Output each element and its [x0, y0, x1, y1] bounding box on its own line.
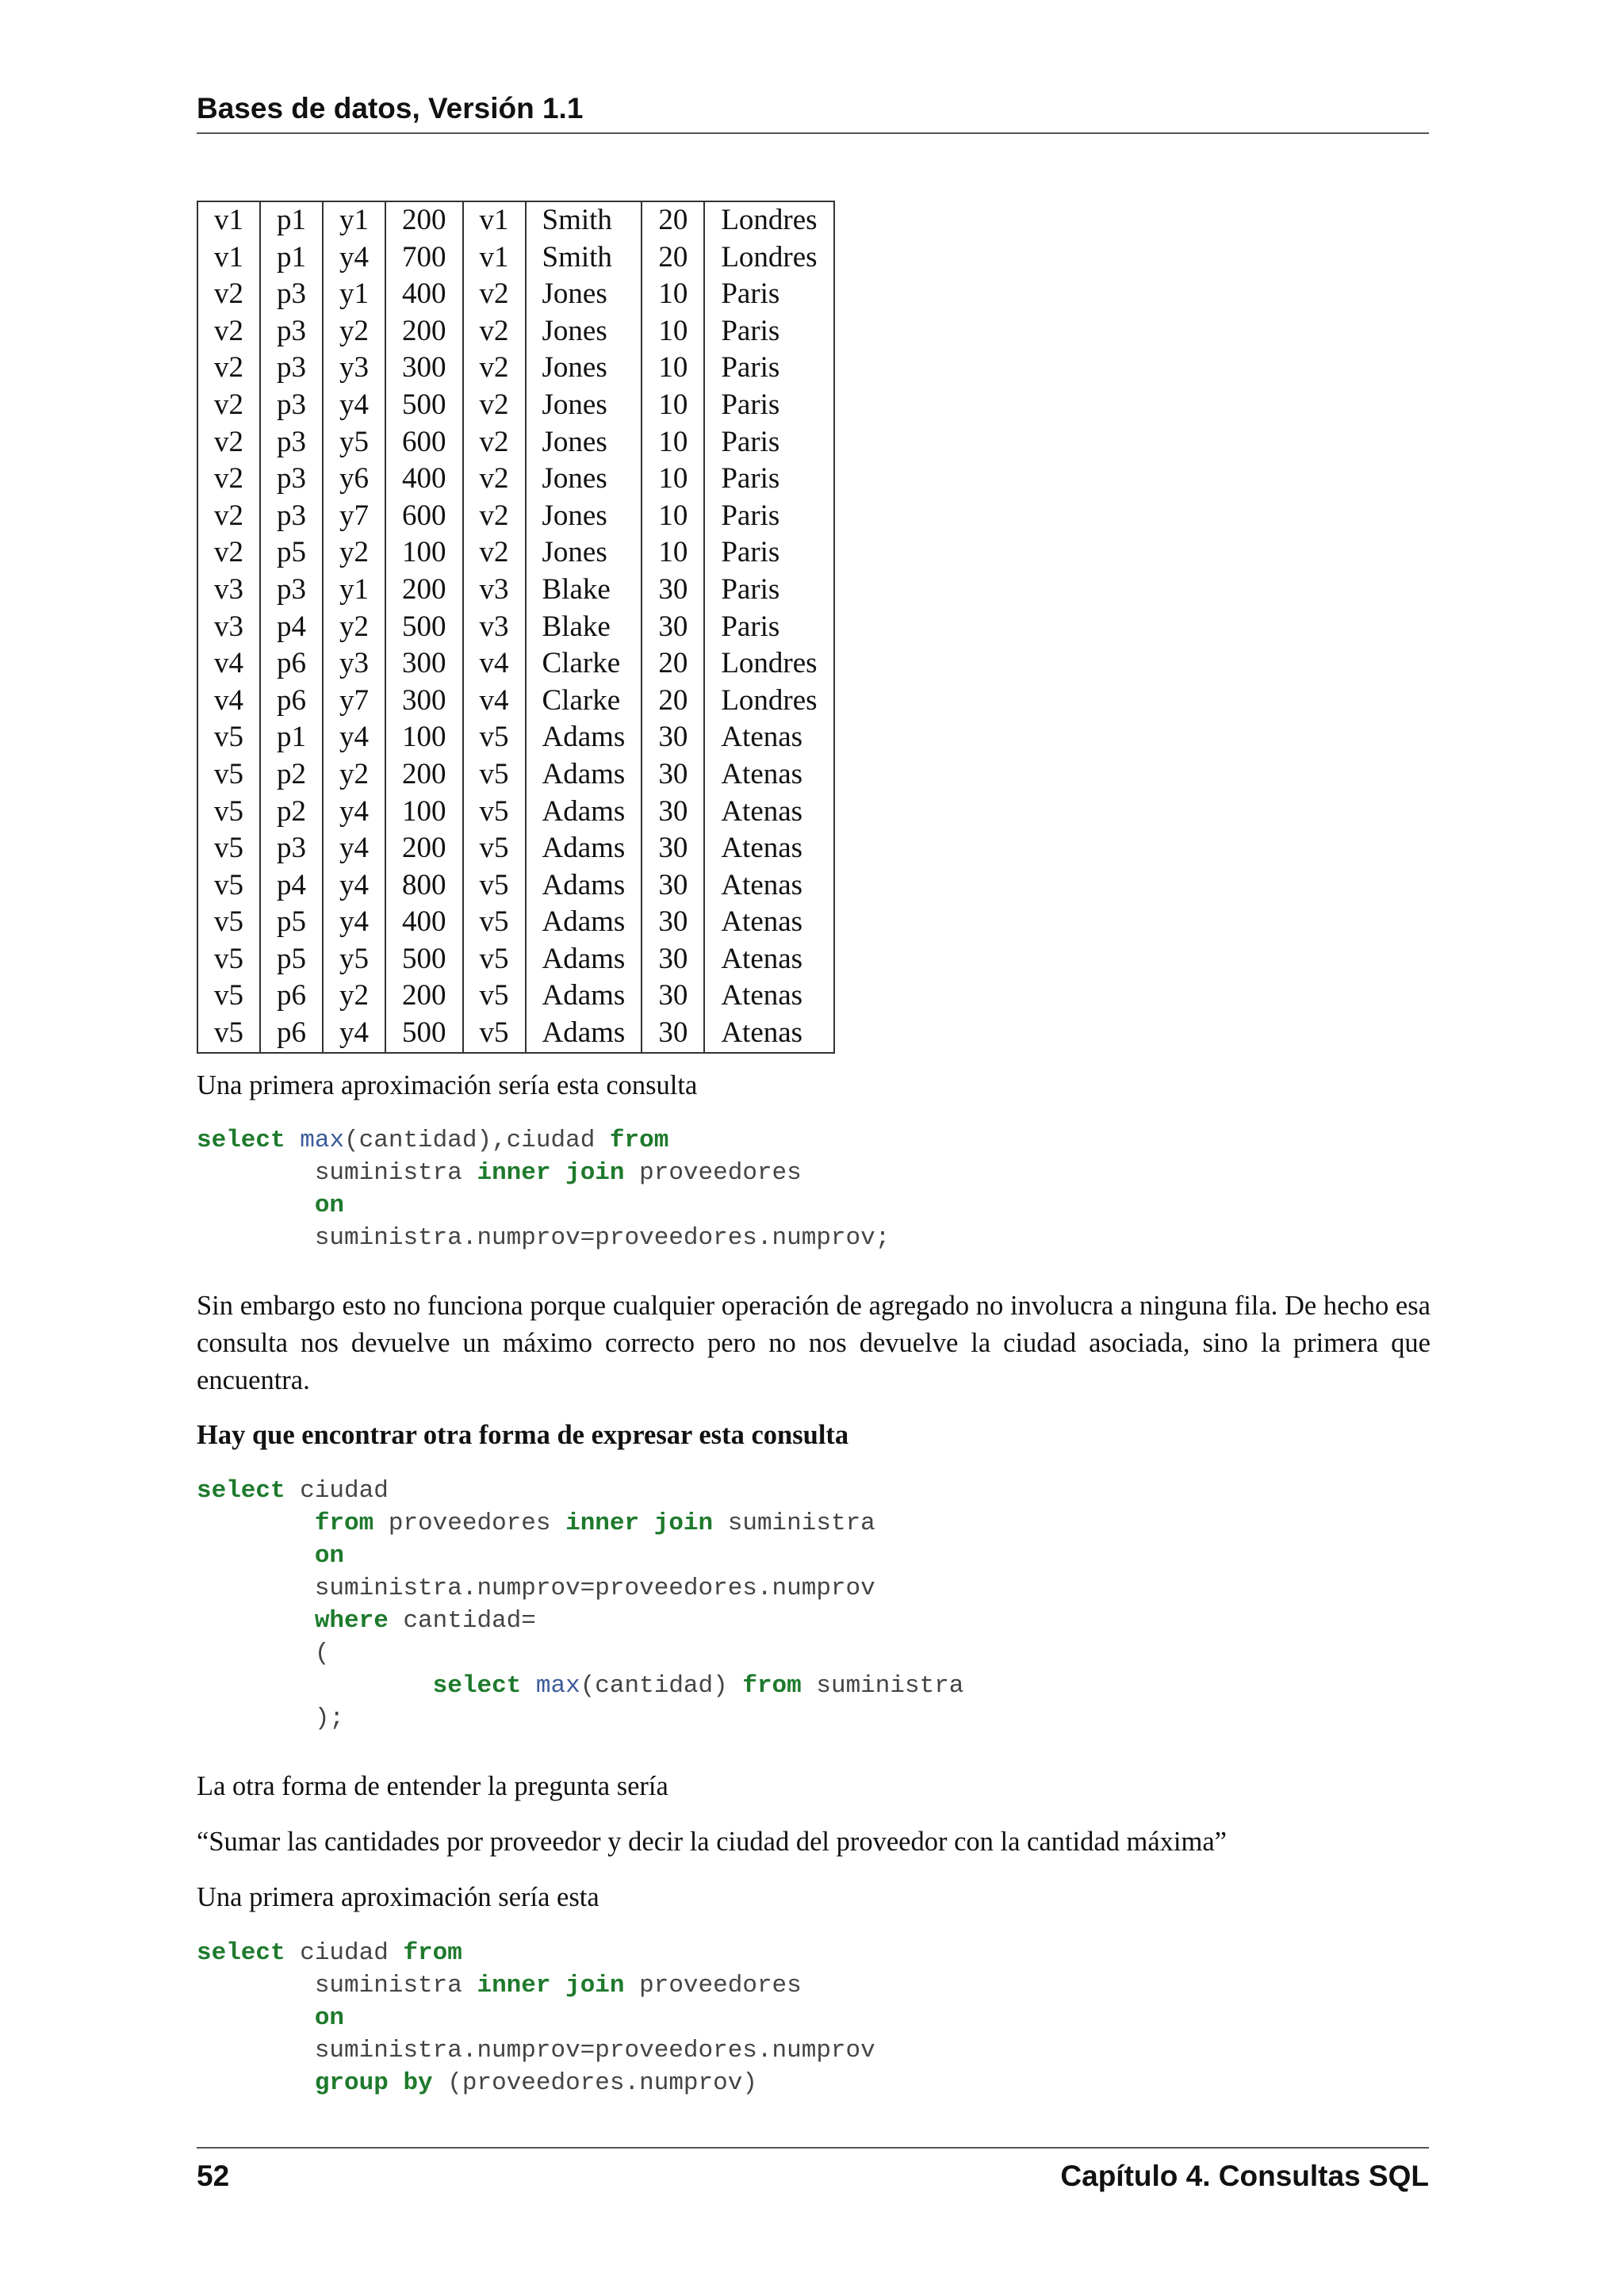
code-line: [197, 1640, 329, 1667]
table-cell: Atenas: [704, 904, 833, 941]
table-cell: Atenas: [704, 1015, 833, 1053]
code-text: [197, 1192, 315, 1219]
code-keyword: select: [197, 1939, 285, 1967]
table-cell: v5: [197, 904, 260, 941]
table-cell: y4: [323, 1015, 385, 1053]
table-cell: Atenas: [704, 794, 833, 831]
table-cell: Blake: [526, 609, 642, 646]
code-text: [197, 1542, 315, 1570]
table-cell: y2: [323, 978, 385, 1015]
table-cell: 10: [642, 424, 704, 461]
table-cell: v1: [197, 239, 260, 277]
table-cell: v5: [463, 867, 526, 905]
header-rule: [197, 132, 1429, 134]
code-text: [197, 1510, 315, 1537]
table-row: [197, 683, 834, 720]
table-cell: v4: [463, 683, 526, 720]
code-text: ciudad: [285, 1477, 389, 1505]
table-cell: 10: [642, 534, 704, 572]
table-cell: Jones: [526, 534, 642, 572]
table-cell: v5: [463, 756, 526, 794]
code-text: (cantidad),ciudad: [344, 1127, 610, 1154]
table-cell: y7: [323, 498, 385, 535]
paragraph-quote: “Sumar las cantidades por proveedor y decir la ciudad del proveedor con la cantidad máxima”: [197, 1827, 1227, 1857]
code-text: [197, 1607, 315, 1635]
code-keyword: where: [314, 1607, 389, 1635]
code-block-2: [197, 1475, 963, 1735]
table-cell: p6: [260, 1015, 323, 1053]
table-cell: v2: [197, 424, 260, 461]
table-cell: 200: [385, 830, 463, 867]
table-cell: y4: [323, 239, 385, 277]
code-line: [197, 2069, 757, 2097]
table-cell: Jones: [526, 313, 642, 350]
code-function: max: [300, 1127, 345, 1154]
code-text: );: [197, 1705, 345, 1732]
table-cell: v4: [197, 683, 260, 720]
table-cell: 30: [642, 941, 704, 978]
code-text: (: [197, 1640, 330, 1667]
table-cell: y3: [323, 645, 385, 683]
table-row: [197, 201, 834, 239]
table-cell: v2: [463, 424, 526, 461]
table-cell: y6: [323, 461, 385, 498]
table-row: [197, 313, 834, 350]
table-cell: 700: [385, 239, 463, 277]
table-cell: v5: [463, 904, 526, 941]
table-cell: 10: [642, 276, 704, 313]
code-block-3: [197, 1937, 875, 2099]
table-cell: 300: [385, 645, 463, 683]
table-cell: 30: [642, 609, 704, 646]
table-cell: v3: [197, 572, 260, 609]
code-keyword: from: [403, 1939, 462, 1967]
table-cell: p1: [260, 201, 323, 239]
table-row: [197, 867, 834, 905]
table-row: [197, 387, 834, 424]
table-cell: Adams: [526, 1015, 642, 1053]
table-cell: Jones: [526, 461, 642, 498]
table-cell: 400: [385, 461, 463, 498]
table-cell: Atenas: [704, 756, 833, 794]
table-cell: p3: [260, 830, 323, 867]
code-line: [197, 1575, 875, 1602]
table-cell: Clarke: [526, 683, 642, 720]
code-line: [197, 1542, 344, 1570]
table-cell: v3: [463, 609, 526, 646]
table-cell: y1: [323, 201, 385, 239]
table-cell: 100: [385, 719, 463, 756]
code-keyword: join: [653, 1510, 714, 1537]
table-cell: v2: [463, 461, 526, 498]
table-cell: v5: [197, 978, 260, 1015]
table-cell: Smith: [526, 201, 642, 239]
table-cell: p1: [260, 239, 323, 277]
table-cell: 30: [642, 794, 704, 831]
table-cell: y4: [323, 830, 385, 867]
code-text: ciudad: [285, 1939, 404, 1967]
table-cell: v2: [197, 387, 260, 424]
table-cell: Jones: [526, 498, 642, 535]
table-row: [197, 534, 834, 572]
table-cell: 10: [642, 387, 704, 424]
table-cell: 30: [642, 830, 704, 867]
table-cell: Paris: [704, 461, 833, 498]
table-cell: Smith: [526, 239, 642, 277]
table-row: [197, 756, 834, 794]
table-cell: y1: [323, 276, 385, 313]
table-cell: v2: [197, 534, 260, 572]
table-cell: v2: [463, 387, 526, 424]
table-cell: v4: [463, 645, 526, 683]
table-cell: Paris: [704, 350, 833, 387]
table-cell: p3: [260, 387, 323, 424]
code-keyword: from: [742, 1672, 802, 1700]
table-cell: Blake: [526, 572, 642, 609]
table-cell: 500: [385, 1015, 463, 1053]
code-line: [197, 2004, 344, 2032]
table-row: [197, 794, 834, 831]
table-cell: v5: [197, 756, 260, 794]
code-keyword: inner: [565, 1510, 640, 1537]
table-cell: v5: [197, 830, 260, 867]
table-cell: v2: [197, 461, 260, 498]
table-cell: 200: [385, 201, 463, 239]
table-cell: v1: [463, 239, 526, 277]
table-cell: p3: [260, 350, 323, 387]
table-row: [197, 424, 834, 461]
table-cell: p3: [260, 424, 323, 461]
table-cell: Jones: [526, 424, 642, 461]
table-cell: 500: [385, 609, 463, 646]
code-keyword: join: [565, 1972, 625, 1999]
code-text: proveedores: [624, 1972, 802, 1999]
table-cell: 400: [385, 904, 463, 941]
table-cell: v3: [463, 572, 526, 609]
table-cell: y4: [323, 904, 385, 941]
code-text: [639, 1510, 654, 1537]
chapter-title: Capítulo 4. Consultas SQL: [1060, 2160, 1429, 2192]
code-text: [389, 2069, 404, 2097]
code-line: [197, 1672, 963, 1700]
code-keyword: select: [432, 1672, 522, 1700]
table-row: [197, 830, 834, 867]
table-cell: y2: [323, 313, 385, 350]
table-cell: y3: [323, 350, 385, 387]
table-cell: 600: [385, 424, 463, 461]
table-cell: v5: [197, 941, 260, 978]
table-row: [197, 904, 834, 941]
code-text: [197, 1672, 433, 1700]
code-text: [521, 1672, 536, 1700]
running-header-title: Bases de datos, Versión 1.1: [197, 92, 584, 124]
table-cell: Atenas: [704, 719, 833, 756]
code-text: proveedores: [373, 1510, 566, 1537]
table-cell: v2: [463, 498, 526, 535]
table-cell: 30: [642, 756, 704, 794]
table-cell: Adams: [526, 941, 642, 978]
code-line: [197, 1224, 890, 1252]
code-text: [197, 2069, 315, 2097]
table-cell: Paris: [704, 387, 833, 424]
table-cell: Adams: [526, 830, 642, 867]
code-keyword: on: [314, 2004, 345, 2032]
table-cell: 10: [642, 350, 704, 387]
table-cell: 30: [642, 572, 704, 609]
table-cell: y4: [323, 794, 385, 831]
code-keyword: from: [609, 1127, 669, 1154]
table-cell: y2: [323, 609, 385, 646]
code-keyword: inner: [477, 1159, 551, 1187]
table-cell: Atenas: [704, 941, 833, 978]
table-cell: p3: [260, 313, 323, 350]
table-cell: y1: [323, 572, 385, 609]
code-text: suministra.numprov=proveedores.numprov;: [197, 1224, 891, 1252]
table-cell: y4: [323, 867, 385, 905]
table-cell: 20: [642, 683, 704, 720]
table-cell: Paris: [704, 276, 833, 313]
code-line: [197, 1192, 344, 1219]
paragraph-alternative: La otra forma de entender la pregunta sería: [197, 1771, 668, 1801]
table-cell: v2: [197, 498, 260, 535]
table-cell: 500: [385, 387, 463, 424]
code-text: [197, 2004, 315, 2032]
table-cell: Londres: [704, 683, 833, 720]
table-row: [197, 350, 834, 387]
table-cell: p2: [260, 756, 323, 794]
table-cell: p5: [260, 534, 323, 572]
table-cell: Atenas: [704, 867, 833, 905]
code-text: suministra: [713, 1510, 875, 1537]
table-cell: v5: [197, 719, 260, 756]
table-row: [197, 572, 834, 609]
table-row: [197, 498, 834, 535]
table-cell: 30: [642, 978, 704, 1015]
table-cell: p5: [260, 941, 323, 978]
code-line: [197, 1127, 668, 1154]
table-cell: v2: [463, 534, 526, 572]
table-cell: Atenas: [704, 978, 833, 1015]
code-line: [197, 1607, 536, 1635]
data-table: [197, 201, 835, 1054]
table-cell: 200: [385, 756, 463, 794]
table-cell: y4: [323, 719, 385, 756]
code-text: suministra: [197, 1159, 477, 1187]
table-cell: v5: [463, 1015, 526, 1053]
table-cell: p6: [260, 978, 323, 1015]
table-cell: v5: [197, 1015, 260, 1053]
table-cell: Adams: [526, 867, 642, 905]
table-cell: Londres: [704, 239, 833, 277]
table-cell: Atenas: [704, 830, 833, 867]
table-cell: Jones: [526, 387, 642, 424]
table-cell: 20: [642, 201, 704, 239]
table-cell: p2: [260, 794, 323, 831]
table-cell: 10: [642, 313, 704, 350]
paragraph-bold-note: Hay que encontrar otra forma de expresar esta consulta: [197, 1420, 849, 1450]
code-function: max: [535, 1672, 580, 1700]
table-row: [197, 461, 834, 498]
footer-rule: [197, 2147, 1429, 2149]
table-cell: 30: [642, 867, 704, 905]
table-cell: v3: [197, 609, 260, 646]
table-cell: v5: [197, 867, 260, 905]
code-line: [197, 1477, 389, 1505]
table-cell: y5: [323, 941, 385, 978]
table-cell: v4: [197, 645, 260, 683]
table-cell: Jones: [526, 276, 642, 313]
table-cell: Londres: [704, 201, 833, 239]
table-cell: y2: [323, 534, 385, 572]
table-cell: 30: [642, 904, 704, 941]
code-text: [550, 1159, 565, 1187]
table-cell: v1: [463, 201, 526, 239]
table-cell: Clarke: [526, 645, 642, 683]
code-keyword: by: [403, 2069, 433, 2097]
table-cell: Adams: [526, 756, 642, 794]
table-cell: 300: [385, 683, 463, 720]
code-text: suministra.numprov=proveedores.numprov: [197, 2037, 875, 2064]
table-cell: 400: [385, 276, 463, 313]
table-cell: 200: [385, 978, 463, 1015]
table-cell: v5: [463, 830, 526, 867]
table-cell: 500: [385, 941, 463, 978]
code-keyword: join: [565, 1159, 625, 1187]
table-cell: 600: [385, 498, 463, 535]
table-cell: Paris: [704, 572, 833, 609]
table-cell: Paris: [704, 313, 833, 350]
table-cell: 30: [642, 1015, 704, 1053]
code-line: [197, 1972, 802, 1999]
table-row: [197, 276, 834, 313]
code-text: cantidad=: [388, 1607, 536, 1635]
table-cell: 20: [642, 645, 704, 683]
table-cell: v2: [197, 350, 260, 387]
table-cell: Jones: [526, 350, 642, 387]
table-cell: y2: [323, 756, 385, 794]
table-cell: Londres: [704, 645, 833, 683]
code-text: (proveedores.numprov): [432, 2069, 757, 2097]
code-keyword: select: [197, 1127, 285, 1154]
paragraph-first-approach: Una primera aproximación sería esta: [197, 1882, 599, 1912]
table-cell: p4: [260, 609, 323, 646]
table-cell: Adams: [526, 719, 642, 756]
table-cell: p3: [260, 498, 323, 535]
table-cell: 200: [385, 313, 463, 350]
code-text: [550, 1972, 565, 1999]
table-cell: 100: [385, 794, 463, 831]
table-cell: v2: [463, 313, 526, 350]
table-cell: p4: [260, 867, 323, 905]
table-cell: v1: [197, 201, 260, 239]
code-keyword: on: [314, 1542, 345, 1570]
code-line: [197, 1510, 875, 1537]
code-keyword: select: [197, 1477, 285, 1505]
code-text: suministra.numprov=proveedores.numprov: [197, 1575, 875, 1602]
table-cell: Paris: [704, 609, 833, 646]
table-cell: p6: [260, 683, 323, 720]
table-row: [197, 941, 834, 978]
table-cell: y5: [323, 424, 385, 461]
code-keyword: inner: [477, 1972, 551, 1999]
paragraph-intro: Una primera aproximación sería esta consulta: [197, 1070, 698, 1100]
table-cell: Paris: [704, 534, 833, 572]
table-cell: v5: [463, 794, 526, 831]
table-row: [197, 1015, 834, 1053]
code-block-1: [197, 1124, 890, 1254]
table-cell: 800: [385, 867, 463, 905]
table-cell: 10: [642, 498, 704, 535]
table-cell: Paris: [704, 424, 833, 461]
table-cell: v5: [463, 978, 526, 1015]
table-cell: 10: [642, 461, 704, 498]
code-text: suministra: [197, 1972, 477, 1999]
table-cell: Paris: [704, 498, 833, 535]
table-cell: 20: [642, 239, 704, 277]
table-cell: 30: [642, 719, 704, 756]
page-number: 52: [197, 2160, 230, 2192]
table-cell: p3: [260, 461, 323, 498]
table-cell: Adams: [526, 904, 642, 941]
table-cell: Adams: [526, 978, 642, 1015]
table-cell: 200: [385, 572, 463, 609]
table-cell: v2: [463, 350, 526, 387]
code-line: [197, 1159, 802, 1187]
code-text: (cantidad): [580, 1672, 743, 1700]
table-cell: 100: [385, 534, 463, 572]
code-line: [197, 1939, 462, 1967]
table-cell: v5: [463, 941, 526, 978]
table-row: [197, 609, 834, 646]
table-cell: y4: [323, 387, 385, 424]
table-cell: v2: [197, 313, 260, 350]
code-line: [197, 2037, 875, 2064]
table-cell: v2: [463, 276, 526, 313]
table-cell: p5: [260, 904, 323, 941]
code-text: [285, 1127, 301, 1154]
paragraph-explanation: Sin embargo esto no funciona porque cualquier operación de agregado no involucra a ninguna fila. De hecho esa consulta nos devuelve un máximo correcto pero no nos devuelve la ciudad asociada, sino la primera que encuentra.: [197, 1291, 1431, 1395]
table-cell: p3: [260, 572, 323, 609]
table-cell: p3: [260, 276, 323, 313]
table-cell: v5: [197, 794, 260, 831]
table-row: [197, 645, 834, 683]
table-cell: v2: [197, 276, 260, 313]
table-row: [197, 978, 834, 1015]
code-keyword: group: [314, 2069, 389, 2097]
table-row: [197, 239, 834, 277]
code-keyword: on: [314, 1192, 345, 1219]
code-text: suministra: [801, 1672, 964, 1700]
code-text: proveedores: [624, 1159, 802, 1187]
table-cell: 300: [385, 350, 463, 387]
table-cell: p1: [260, 719, 323, 756]
table-row: [197, 719, 834, 756]
table-cell: Adams: [526, 794, 642, 831]
code-keyword: from: [314, 1510, 374, 1537]
table-cell: p6: [260, 645, 323, 683]
table-cell: y7: [323, 683, 385, 720]
table-cell: v5: [463, 719, 526, 756]
code-line: [197, 1705, 344, 1732]
